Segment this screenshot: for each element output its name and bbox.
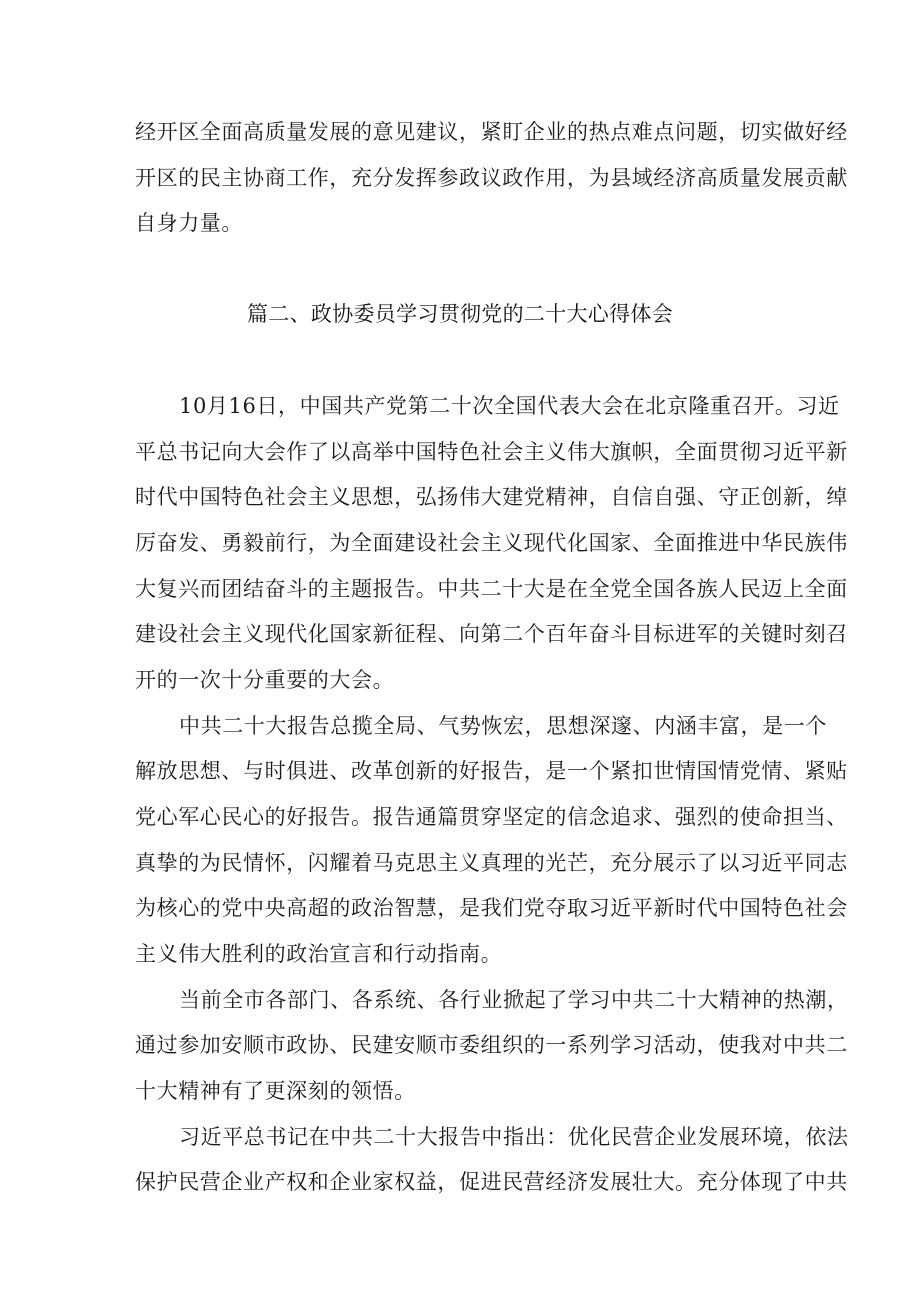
paragraph-line: 厉奋发、勇毅前行，为全面建设社会主义现代化国家、全面推进中华民族伟 [135,531,848,555]
paragraph-line: 真挚的为民情怀，闪耀着马克思主义真理的光芒，充分展示了以习近平同志 [135,851,848,875]
paragraph-line: 经开区全面高质量发展的意见建议，紧盯企业的热点难点问题，切实做好经 [135,120,848,144]
paragraph-line: 建设社会主义现代化国家新征程、向第二个百年奋斗目标进军的关键时刻召 [135,622,848,646]
paragraph-line: 党心军心民心的好报告。报告通篇贯穿坚定的信念追求、强烈的使命担当、 [135,805,848,829]
paragraph-line: 习近平总书记在中共二十大报告中指出：优化民营企业发展环境，依法 [179,1125,849,1149]
paragraph-line: 通过参加安顺市政协、民建安顺市委组织的一系列学习活动，使我对中共二 [135,1033,848,1057]
paragraph-line: 当前全市各部门、各系统、各行业掀起了学习中共二十大精神的热潮， [179,988,849,1012]
paragraph-line: 开区的民主协商工作，充分发挥参政议政作用，为县域经济高质量发展贡献 [135,166,848,190]
paragraph-line: 保护民营企业产权和企业家权益，促进民营经济发展壮大。充分体现了中共 [135,1170,848,1194]
paragraph-line: 自身力量。 [135,211,243,235]
paragraph-line: 时代中国特色社会主义思想，弘扬伟大建党精神，自信自强、守正创新，绰 [135,485,848,509]
paragraph-line: 大复兴而团结奋斗的主题报告。中共二十大是在全党全国各族人民迈上全面 [135,577,848,601]
paragraph-line: 开的一次十分重要的大会。 [135,668,395,692]
section-title: 篇二、政协委员学习贯彻党的二十大心得体会 [247,302,673,326]
paragraph-line: 十大精神有了更深刻的领悟。 [135,1079,416,1103]
paragraph-line: 为核心的党中央高超的政治智慧，是我们党夺取习近平新时代中国特色社会 [135,896,848,920]
paragraph-line: 中共二十大报告总揽全局、气势恢宏，思想深邃、内涵丰富，是一个 [179,714,827,738]
paragraph-line: 解放思想、与时俱进、改革创新的好报告，是一个紧扣世情国情党情、紧贴 [135,759,848,783]
paragraph-line: 主义伟大胜利的政治宣言和行动指南。 [135,942,503,966]
paragraph-line: 10月16日，中国共产党第二十次全国代表大会在北京隆重召开。习近 [179,394,840,418]
paragraph-line: 平总书记向大会作了以高举中国特色社会主义伟大旗帜，全面贯彻习近平新 [135,440,848,464]
